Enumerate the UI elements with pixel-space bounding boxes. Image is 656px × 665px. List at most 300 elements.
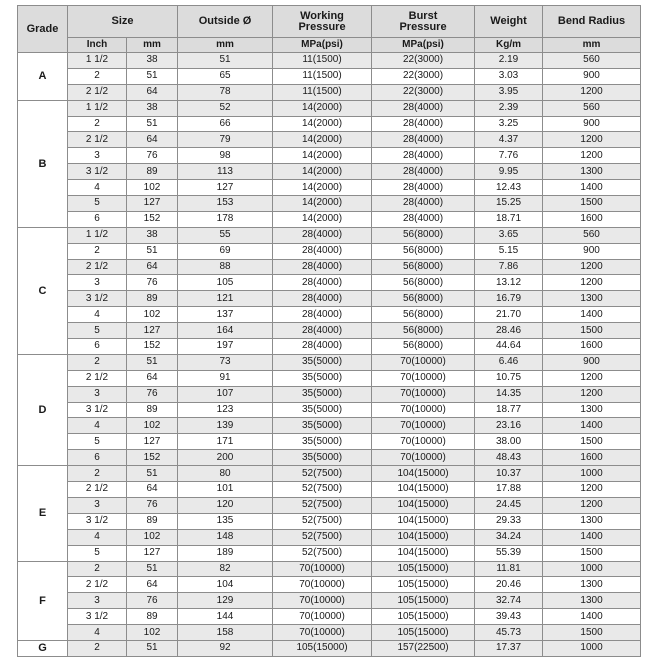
working-pressure-cell: 28(4000) [273,275,372,291]
table-row [18,307,641,323]
weight-cell: 23.16 [475,418,543,434]
inch-cell: 2 1/2 [68,132,127,148]
outside-diameter-cell: 98 [178,148,273,164]
working-pressure-cell: 14(2000) [273,211,372,227]
bend-radius-cell: 1400 [543,418,641,434]
outside-diameter-cell: 129 [178,593,273,609]
weight-cell: 3.25 [475,116,543,132]
working-pressure-cell: 35(5000) [273,386,372,402]
outside-diameter-cell: 73 [178,354,273,370]
outside-diameter-cell: 92 [178,640,273,656]
weight-cell: 29.33 [475,513,543,529]
burst-pressure-cell: 104(15000) [372,497,475,513]
burst-pressure-cell: 56(8000) [372,291,475,307]
burst-pressure-cell: 105(15000) [372,593,475,609]
table-row [18,386,641,402]
mm-cell: 51 [127,354,178,370]
bend-radius-cell: 1200 [543,370,641,386]
outside-diameter-header: Outside Ø [178,6,273,38]
weight-cell: 10.75 [475,370,543,386]
grade-cell: G [18,640,68,656]
inch-cell: 2 [68,640,127,656]
weight-cell: 17.37 [475,640,543,656]
mm-cell: 127 [127,545,178,561]
working-pressure-cell: 28(4000) [273,323,372,339]
burst-pressure-cell: 56(8000) [372,275,475,291]
mm-cell: 89 [127,291,178,307]
bend-radius-cell: 1400 [543,180,641,196]
burst-unit-header: MPa(psi) [372,38,475,53]
bend-radius-cell: 1400 [543,529,641,545]
outside-diameter-cell: 171 [178,434,273,450]
weight-cell: 32.74 [475,593,543,609]
bend-radius-cell: 1500 [543,434,641,450]
working-unit-header: MPa(psi) [273,38,372,53]
burst-pressure-cell: 56(8000) [372,227,475,243]
weight-cell: 14.35 [475,386,543,402]
working-pressure-cell: 35(5000) [273,418,372,434]
mm-cell: 127 [127,434,178,450]
outside-diameter-cell: 51 [178,53,273,69]
working-pressure-cell: 14(2000) [273,196,372,212]
inch-cell: 1 1/2 [68,227,127,243]
inch-cell: 2 1/2 [68,482,127,498]
bend-radius-cell: 1500 [543,545,641,561]
table-row [18,211,641,227]
inch-cell: 2 [68,116,127,132]
inch-cell: 1 1/2 [68,53,127,69]
units-row [18,38,641,53]
burst-pressure-cell: 104(15000) [372,545,475,561]
weight-cell: 24.45 [475,497,543,513]
table-row [18,148,641,164]
burst-pressure-cell: 105(15000) [372,609,475,625]
burst-pressure-cell: 22(3000) [372,68,475,84]
inch-cell: 2 1/2 [68,370,127,386]
weight-cell: 15.25 [475,196,543,212]
inch-cell: 3 [68,497,127,513]
table-row [18,513,641,529]
working-pressure-cell: 14(2000) [273,180,372,196]
inch-cell: 5 [68,323,127,339]
weight-cell: 21.70 [475,307,543,323]
bend-radius-cell: 560 [543,100,641,116]
table-row [18,609,641,625]
bend-radius-cell: 1200 [543,386,641,402]
outside-unit-header: mm [178,38,273,53]
outside-diameter-cell: 178 [178,211,273,227]
outside-diameter-cell: 153 [178,196,273,212]
inch-cell: 3 1/2 [68,164,127,180]
grade-cell: A [18,53,68,101]
outside-diameter-cell: 66 [178,116,273,132]
mm-cell: 64 [127,482,178,498]
inch-cell: 3 [68,593,127,609]
burst-pressure-cell: 28(4000) [372,116,475,132]
inch-cell: 5 [68,196,127,212]
inch-cell: 2 1/2 [68,577,127,593]
mm-cell: 64 [127,132,178,148]
outside-diameter-cell: 79 [178,132,273,148]
bend-radius-cell: 1500 [543,625,641,641]
mm-cell: 152 [127,211,178,227]
working-pressure-cell: 11(1500) [273,53,372,69]
bend-radius-cell: 1200 [543,132,641,148]
burst-pressure-header [372,6,475,38]
working-pressure-cell: 70(10000) [273,625,372,641]
burst-pressure-cell: 105(15000) [372,625,475,641]
bend-radius-cell: 1200 [543,148,641,164]
bend-radius-cell: 1200 [543,482,641,498]
weight-header: Weight [475,6,543,38]
table-row [18,227,641,243]
table-row [18,243,641,259]
burst-pressure-cell: 104(15000) [372,529,475,545]
outside-diameter-cell: 121 [178,291,273,307]
table-row [18,577,641,593]
mm-cell: 64 [127,370,178,386]
mm-cell: 102 [127,529,178,545]
mm-cell: 64 [127,84,178,100]
working-pressure-line1: Working [300,9,344,22]
mm-cell: 51 [127,640,178,656]
bend-radius-cell: 1300 [543,513,641,529]
table-row [18,450,641,466]
mm-cell: 76 [127,386,178,402]
grade-cell: E [18,466,68,561]
mm-cell: 76 [127,275,178,291]
working-pressure-cell: 105(15000) [273,640,372,656]
working-pressure-cell: 28(4000) [273,291,372,307]
inch-cell: 3 [68,275,127,291]
burst-pressure-cell: 28(4000) [372,164,475,180]
weight-cell: 16.79 [475,291,543,307]
bend-radius-cell: 1000 [543,561,641,577]
grade-header: Grade [18,6,68,53]
working-pressure-cell: 70(10000) [273,593,372,609]
outside-diameter-cell: 189 [178,545,273,561]
table-row [18,100,641,116]
grade-cell: D [18,354,68,465]
inch-cell: 6 [68,339,127,355]
outside-diameter-cell: 65 [178,68,273,84]
bend-radius-cell: 1000 [543,640,641,656]
inch-cell: 2 [68,68,127,84]
inch-cell: 5 [68,434,127,450]
mm-cell: 102 [127,418,178,434]
weight-cell: 20.46 [475,577,543,593]
weight-cell: 39.43 [475,609,543,625]
burst-pressure-cell: 70(10000) [372,418,475,434]
outside-diameter-cell: 107 [178,386,273,402]
spec-table [17,5,641,657]
weight-cell: 28.46 [475,323,543,339]
inch-cell: 3 1/2 [68,513,127,529]
weight-cell: 5.15 [475,243,543,259]
mm-cell: 38 [127,53,178,69]
inch-cell: 2 [68,466,127,482]
inch-cell: 3 1/2 [68,609,127,625]
table-row [18,275,641,291]
working-pressure-header [273,6,372,38]
bend-radius-header: Bend Radius [543,6,641,38]
outside-diameter-cell: 69 [178,243,273,259]
bend-radius-cell: 1300 [543,593,641,609]
working-pressure-cell: 14(2000) [273,132,372,148]
grade-cell: C [18,227,68,354]
inch-cell: 3 [68,386,127,402]
weight-cell: 4.37 [475,132,543,148]
working-pressure-cell: 52(7500) [273,513,372,529]
weight-cell: 12.43 [475,180,543,196]
table-row [18,545,641,561]
bend-radius-cell: 1600 [543,211,641,227]
working-pressure-cell: 14(2000) [273,100,372,116]
working-pressure-cell: 70(10000) [273,577,372,593]
weight-cell: 2.39 [475,100,543,116]
weight-cell: 18.71 [475,211,543,227]
table-row [18,370,641,386]
working-pressure-cell: 28(4000) [273,227,372,243]
outside-diameter-cell: 104 [178,577,273,593]
working-pressure-cell: 14(2000) [273,148,372,164]
mm-cell: 89 [127,164,178,180]
outside-diameter-cell: 135 [178,513,273,529]
table-row [18,132,641,148]
mm-cell: 127 [127,323,178,339]
bend-radius-cell: 1200 [543,497,641,513]
working-pressure-cell: 52(7500) [273,497,372,513]
burst-pressure-cell: 22(3000) [372,53,475,69]
weight-cell: 13.12 [475,275,543,291]
outside-diameter-cell: 200 [178,450,273,466]
outside-diameter-cell: 101 [178,482,273,498]
working-pressure-cell: 28(4000) [273,259,372,275]
burst-pressure-cell: 70(10000) [372,402,475,418]
inch-cell: 5 [68,545,127,561]
outside-diameter-cell: 148 [178,529,273,545]
table-row [18,434,641,450]
table-row [18,418,641,434]
table-row [18,180,641,196]
working-pressure-cell: 35(5000) [273,434,372,450]
table-row [18,339,641,355]
bend-radius-cell: 900 [543,116,641,132]
bend-radius-cell: 1300 [543,577,641,593]
working-pressure-cell: 52(7500) [273,482,372,498]
mm-cell: 89 [127,513,178,529]
table-row [18,625,641,641]
outside-diameter-cell: 158 [178,625,273,641]
burst-pressure-cell: 157(22500) [372,640,475,656]
table-row [18,482,641,498]
inch-cell: 4 [68,418,127,434]
outside-diameter-cell: 120 [178,497,273,513]
outside-diameter-cell: 91 [178,370,273,386]
working-pressure-cell: 11(1500) [273,84,372,100]
bend-radius-cell: 1500 [543,196,641,212]
mm-cell: 152 [127,450,178,466]
bend-radius-cell: 1600 [543,339,641,355]
table-row [18,116,641,132]
burst-pressure-cell: 56(8000) [372,323,475,339]
bend-radius-cell: 560 [543,53,641,69]
working-pressure-cell: 52(7500) [273,466,372,482]
bend-radius-cell: 900 [543,243,641,259]
table-row [18,466,641,482]
inch-cell: 4 [68,625,127,641]
table-row [18,529,641,545]
outside-diameter-cell: 52 [178,100,273,116]
weight-cell: 38.00 [475,434,543,450]
inch-cell: 3 1/2 [68,402,127,418]
outside-diameter-cell: 139 [178,418,273,434]
outside-diameter-cell: 105 [178,275,273,291]
weight-cell: 55.39 [475,545,543,561]
inch-cell: 3 1/2 [68,291,127,307]
table-row [18,497,641,513]
table-row [18,164,641,180]
burst-pressure-line1: Burst [408,9,438,22]
weight-cell: 6.46 [475,354,543,370]
burst-pressure-cell: 70(10000) [372,354,475,370]
table-row [18,593,641,609]
working-pressure-cell: 52(7500) [273,529,372,545]
header-row [18,6,641,38]
bend-radius-cell: 1500 [543,323,641,339]
weight-cell: 10.37 [475,466,543,482]
table-row [18,84,641,100]
outside-diameter-cell: 137 [178,307,273,323]
weight-cell: 3.95 [475,84,543,100]
inch-cell: 4 [68,529,127,545]
mm-cell: 38 [127,100,178,116]
inch-cell: 2 1/2 [68,259,127,275]
inch-cell: 2 [68,354,127,370]
table-row [18,402,641,418]
mm-cell: 51 [127,466,178,482]
mm-cell: 102 [127,180,178,196]
table-row [18,291,641,307]
outside-diameter-cell: 82 [178,561,273,577]
burst-pressure-cell: 56(8000) [372,243,475,259]
bend-radius-cell: 1600 [543,450,641,466]
bend-radius-cell: 560 [543,227,641,243]
mm-unit-header: mm [127,38,178,53]
weight-cell: 17.88 [475,482,543,498]
burst-pressure-cell: 56(8000) [372,307,475,323]
burst-pressure-cell: 104(15000) [372,513,475,529]
mm-cell: 76 [127,148,178,164]
bend-unit-header: mm [543,38,641,53]
weight-cell: 9.95 [475,164,543,180]
inch-cell: 2 [68,243,127,259]
working-pressure-cell: 35(5000) [273,354,372,370]
working-pressure-cell: 14(2000) [273,116,372,132]
working-pressure-cell: 14(2000) [273,164,372,180]
bend-radius-cell: 900 [543,354,641,370]
mm-cell: 51 [127,68,178,84]
inch-cell: 6 [68,450,127,466]
inch-cell: 2 1/2 [68,84,127,100]
burst-pressure-cell: 28(4000) [372,211,475,227]
burst-pressure-cell: 22(3000) [372,84,475,100]
weight-cell: 7.76 [475,148,543,164]
mm-cell: 76 [127,593,178,609]
working-pressure-cell: 35(5000) [273,370,372,386]
size-header: Size [68,6,178,38]
mm-cell: 51 [127,243,178,259]
weight-cell: 3.03 [475,68,543,84]
working-pressure-cell: 28(4000) [273,243,372,259]
weight-cell: 3.65 [475,227,543,243]
bend-radius-cell: 1300 [543,291,641,307]
bend-radius-cell: 900 [543,68,641,84]
weight-cell: 18.77 [475,402,543,418]
working-pressure-cell: 35(5000) [273,450,372,466]
outside-diameter-cell: 123 [178,402,273,418]
bend-radius-cell: 1300 [543,164,641,180]
working-pressure-line2: Pressure [298,20,346,33]
outside-diameter-cell: 127 [178,180,273,196]
working-pressure-cell: 52(7500) [273,545,372,561]
mm-cell: 102 [127,307,178,323]
working-pressure-cell: 70(10000) [273,609,372,625]
mm-cell: 51 [127,116,178,132]
bend-radius-cell: 1300 [543,402,641,418]
mm-cell: 102 [127,625,178,641]
outside-diameter-cell: 197 [178,339,273,355]
mm-cell: 89 [127,609,178,625]
burst-pressure-cell: 70(10000) [372,434,475,450]
mm-cell: 127 [127,196,178,212]
working-pressure-cell: 28(4000) [273,339,372,355]
inch-cell: 2 [68,561,127,577]
inch-cell: 4 [68,307,127,323]
burst-pressure-cell: 105(15000) [372,577,475,593]
burst-pressure-cell: 28(4000) [372,148,475,164]
working-pressure-cell: 70(10000) [273,561,372,577]
weight-cell: 7.86 [475,259,543,275]
table-row [18,323,641,339]
burst-pressure-cell: 104(15000) [372,482,475,498]
outside-diameter-cell: 164 [178,323,273,339]
inch-cell: 1 1/2 [68,100,127,116]
burst-pressure-cell: 70(10000) [372,370,475,386]
bend-radius-cell: 1200 [543,275,641,291]
weight-cell: 44.64 [475,339,543,355]
weight-cell: 48.43 [475,450,543,466]
burst-pressure-cell: 28(4000) [372,132,475,148]
inch-cell: 4 [68,180,127,196]
mm-cell: 76 [127,497,178,513]
table-row [18,354,641,370]
working-pressure-cell: 11(1500) [273,68,372,84]
burst-pressure-cell: 70(10000) [372,386,475,402]
bend-radius-cell: 1200 [543,259,641,275]
bend-radius-cell: 1200 [543,84,641,100]
outside-diameter-cell: 78 [178,84,273,100]
table-row [18,196,641,212]
burst-pressure-cell: 28(4000) [372,180,475,196]
burst-pressure-line2: Pressure [399,20,447,33]
mm-cell: 51 [127,561,178,577]
burst-pressure-cell: 70(10000) [372,450,475,466]
table-body [18,53,641,657]
bend-radius-cell: 1000 [543,466,641,482]
mm-cell: 152 [127,339,178,355]
burst-pressure-cell: 28(4000) [372,100,475,116]
